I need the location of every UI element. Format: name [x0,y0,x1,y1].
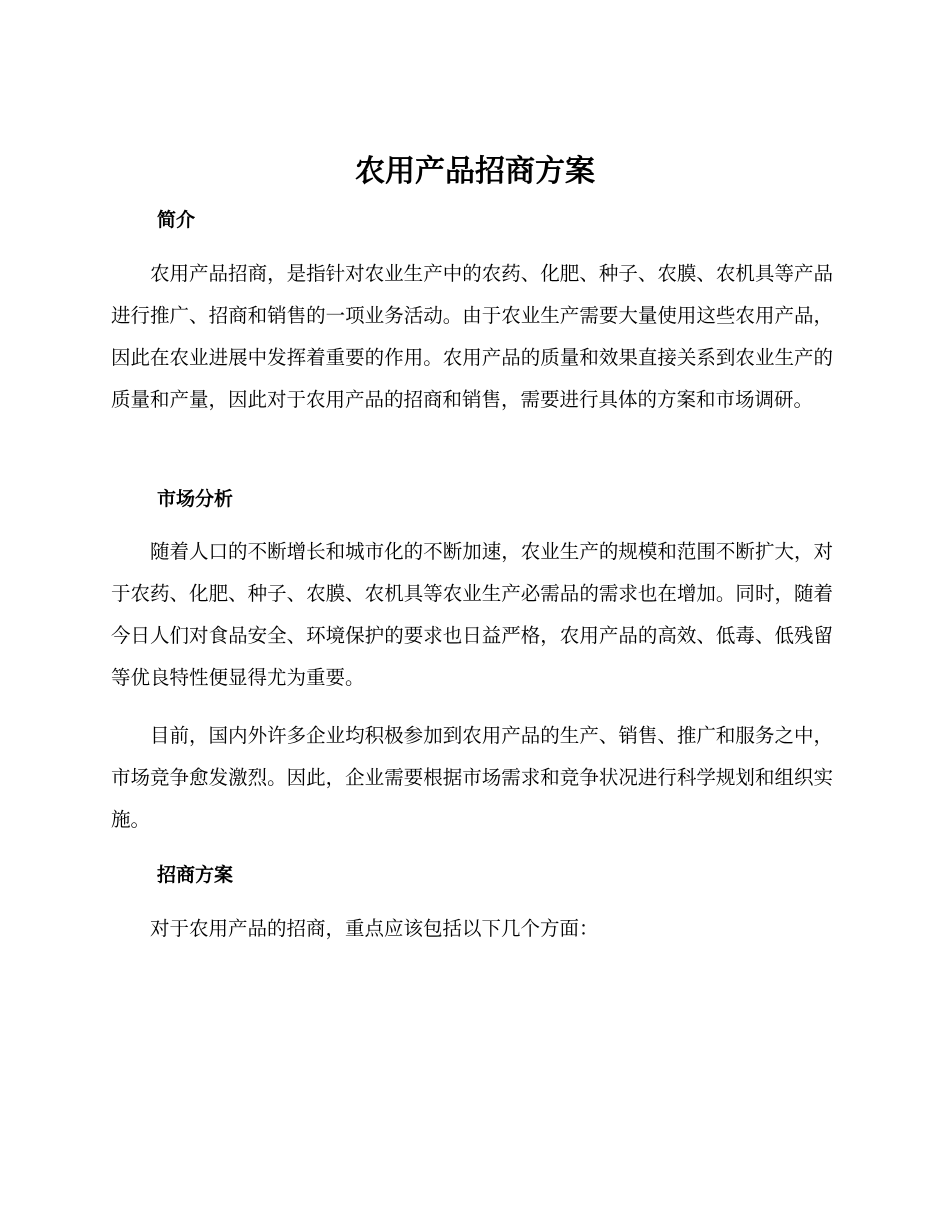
section-heading-investment-plan: 招商方案 [157,864,234,886]
paragraph-market-analysis-2: 目前，国内外许多企业均积极参加到农用产品的生产、销售、推广和服务之中，市场竞争愈发激烈。因此，企业需要根据市场需求和竞争状况进行科学规划和组织实施。 [111,724,833,831]
document-title: 农用产品招商方案 [355,154,595,189]
paragraph-market-analysis-1: 随着人口的不断增长和城市化的不断加速，农业生产的规模和范围不断扩大，对于农药、化肥、种子、农膜、农机具等农业生产必需品的需求也在增加。同时，随着今日人们对食品安全、环境保护的要求也日益严格，农用产品的高效、低毒、低残留等优良特性便显得尤为重要。 [111,540,833,689]
section-heading-market-analysis: 市场分析 [157,488,234,510]
section-heading-intro: 简介 [157,209,196,231]
paragraph-investment-plan-1: 对于农用产品的招商，重点应该包括以下几个方面： [150,917,599,940]
paragraph-intro: 农用产品招商，是指针对农业生产中的农药、化肥、种子、农膜、农机具等产品进行推广、招商和销售的一项业务活动。由于农业生产需要大量使用这些农用产品，因此在农业进展中发挥着重要的作用。农用产品的质量和效果直接关系到农业生产的质量和产量，因此对于农用产品的招商和销售，需要进行具体的方案和市场调研。 [111,262,833,411]
